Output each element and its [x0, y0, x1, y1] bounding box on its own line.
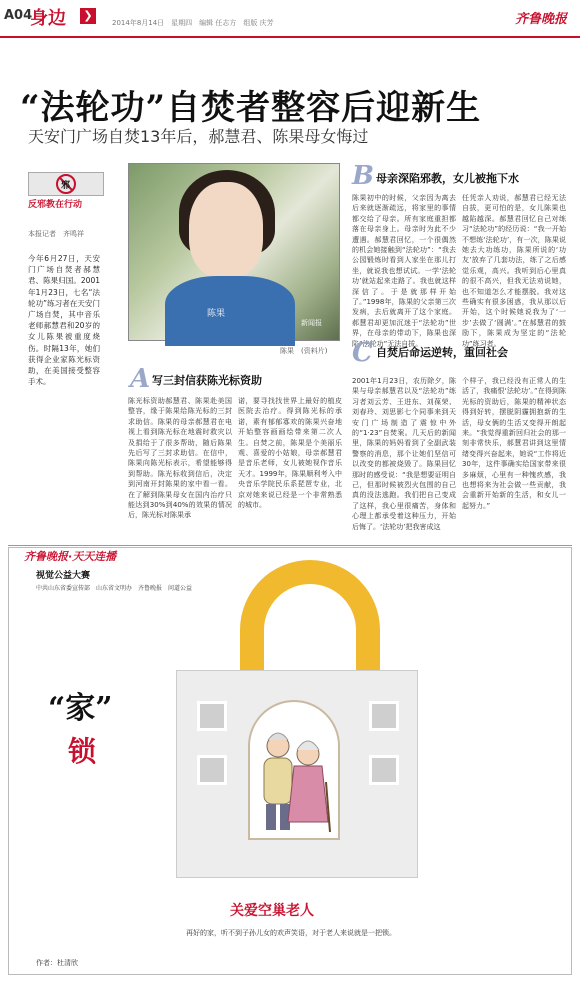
section-a-col2: 诺，要寻找找世界上最好的植皮医院去治疗。得到陈光标的承诺，素有郁郁寡欢的陈果兴奋地开始整容画画绘带来第二次人生。自焚之前，陈果是个美丽乐观、喜爱的小姑娘，母亲郝慧君是音乐老师，女儿被她视作音乐天才。1999年，陈果顺利考入中央音乐学院民乐系琵琶专业，北京对她来说已经是一个非常熟悉的城市。 — [238, 397, 342, 510]
section-a-col1: 陈光标资助郝慧君、陈果赴美国整容，缘于陈果给陈光标的三封求助信。陈果的母亲郝慧君在电视上看到陈光标在地震时救灾以及捐给于了很多帮助，随后陈果先后写了三封求助信。在信中，陈果向陈光标表示，希望能够得到帮助。陈光标收到信后，决定到河南开封陈果的家中看一看。在了解到陈果母女在国内治疗只能达到30%到40%的效果的情况后，陈光标对陈果承 — [128, 397, 232, 520]
chevron-right-icon: ❯ — [80, 8, 96, 24]
section-b-col2: 任凭亲人劝说，郝慧君已经无法自拔，更可怕的是，女儿陈果也越陷越深。郝慧君回忆自己对练习“法轮功”的经历说：“我一开始不想练‘法轮功’，有一次，陈果说她去大功练功，陈果所说的‘功友’放弃了几套功法，练了之后感觉乐观，高兴。我听到后心里真的很不高兴，但我无法劝说她，也不知道怎么才能摆脱。我对这些确实有很多困惑，我从那以后开始，这个时候她说我为了‘一步’去做了‘圆满’。”在郝慧君的鼓励下，陈果成为坚定的“法轮功”练习者。 — [462, 194, 566, 348]
section-c-col1: 2001年1月23日，农历除夕，陈果与母亲郝慧君以及“法轮功”练习者刘云芳、王进东、刘葆荣、刘春玲、刘思影七个同事来到天安门广场制造了震惊中外的“1·23”自焚案。几天后的新闻里，陈果的妈妈看到了全副武装警察的消息，那个让她们坚信可以改变的都被烧毁了。陈果回忆那时的感受说：“我是想要证明自己，但那时候被烈火包围的自己真的没法逃跑。我们把自己变成了这样，我心里很痛苦，身体和心理上都承受着这种压力，开始后悔了。‘法轮功’把我害成这 — [352, 377, 456, 531]
section-letter-c: C — [352, 338, 373, 368]
photo-name-tag: 陈果 — [207, 309, 226, 319]
photo-caption: 陈果 (资料片) — [280, 347, 328, 355]
byline: 本报记者 齐鸣祥 — [28, 230, 84, 238]
ad-brand: 齐鲁晚报·天天连播 — [24, 550, 117, 563]
section-letter-a: A — [130, 364, 151, 394]
ad-title: 视觉公益大赛 — [36, 571, 91, 581]
date-meta: 2014年8月14日 星期四 编辑 任志方 组版 庆芳 — [112, 19, 274, 27]
column-label: 反邪教在行动 — [28, 200, 83, 210]
ad-organizers: 中共山东省委宣传部 山东省文明办 齐鲁晚报 问道公益 — [36, 585, 193, 592]
section-b-col1: 陈果初中的时候，父亲因为离去后来就逐渐疏远，将家里的事情都交给了母亲。所有家庭重担都落在母亲身上。母亲时为此不少遭遇。郝慧君回忆，一个很偶然的机会她接触到“法轮功”：“我去公园锻炼时看到人家坐在那儿打坐，就说我也想试试。一学‘法轮功’就站起来走路了。我也就这样深信了。于是就那样开始了。”1998年，陈果的父亲第三次发病，去后就离开了这个家庭。郝慧君却更加沉迷于“法轮功”世界，在母亲的带动下，陈果也深陷“法轮功”无法自拔。 — [352, 194, 456, 348]
section-c-title: 自焚后命运逆转，重回社会 — [376, 346, 508, 359]
ad-jia-text: “家” — [48, 691, 113, 726]
section-b-title: 母亲深陷邪教，女儿被拖下水 — [376, 172, 519, 185]
ad-tagline: 再好的家，听不到子孙儿女的欢声笑语，对于老人来说就是一把锁。 — [186, 929, 396, 937]
badge-text: 邪 — [61, 181, 71, 191]
portrait-photo — [128, 163, 340, 341]
column-badge — [28, 172, 104, 212]
subheadline: 天安门广场自焚13年后，郝慧君、陈果母女悔过 — [28, 127, 369, 146]
section-c-col2: 个样子，我已经没有正常人的生活了，我痛恨‘法轮功’。”在得到陈光标的资助后，陈果的精神状态得到好转，摆脱阴霾拥抱新的生活，母女俩的生活又变得开朗起来。“我觉得重新回归社会的那一刻非常快乐，郝慧君讲到这里情绪变得兴奋起来，她说“工作将近30年，这件事确实给国家带来很多麻烦，心里有一种愧疚感，我也想将来为社会做一些贡献，我会重新开始新的生活，和女儿一起努力。” — [462, 377, 566, 510]
ad-slogan: 关爱空巢老人 — [230, 903, 314, 919]
ad-author: 作者：杜清欣 — [36, 959, 78, 967]
anti-cult-emblem — [28, 172, 104, 196]
newspaper-logo: 齐鲁晚报 — [515, 12, 568, 27]
page-number: A04 — [4, 8, 33, 23]
photo-watermark: 新闻报 — [301, 319, 322, 327]
section-a-title: 写三封信获陈光标资助 — [152, 374, 262, 387]
section-divider — [8, 545, 572, 546]
lead-paragraph: 今年6月27日，天安门广场自焚者郝慧君、陈果归国。2001年1月23日，七名“法轮功”练习者在天安门广场自焚，其中音乐老师郝慧君和20岁的女儿陈果被重度烧伤。时隔13年，她们获得企业家陈光标资助，在美国接受整容手术。 — [28, 254, 100, 387]
ad-suo-text: 锁 — [68, 735, 97, 768]
section-letter-b: B — [352, 161, 374, 191]
page-title: “法轮功”自焚者整容后迎新生 — [20, 88, 482, 128]
elderly-couple-icon — [248, 700, 340, 840]
section-title: 身边 — [30, 8, 66, 29]
